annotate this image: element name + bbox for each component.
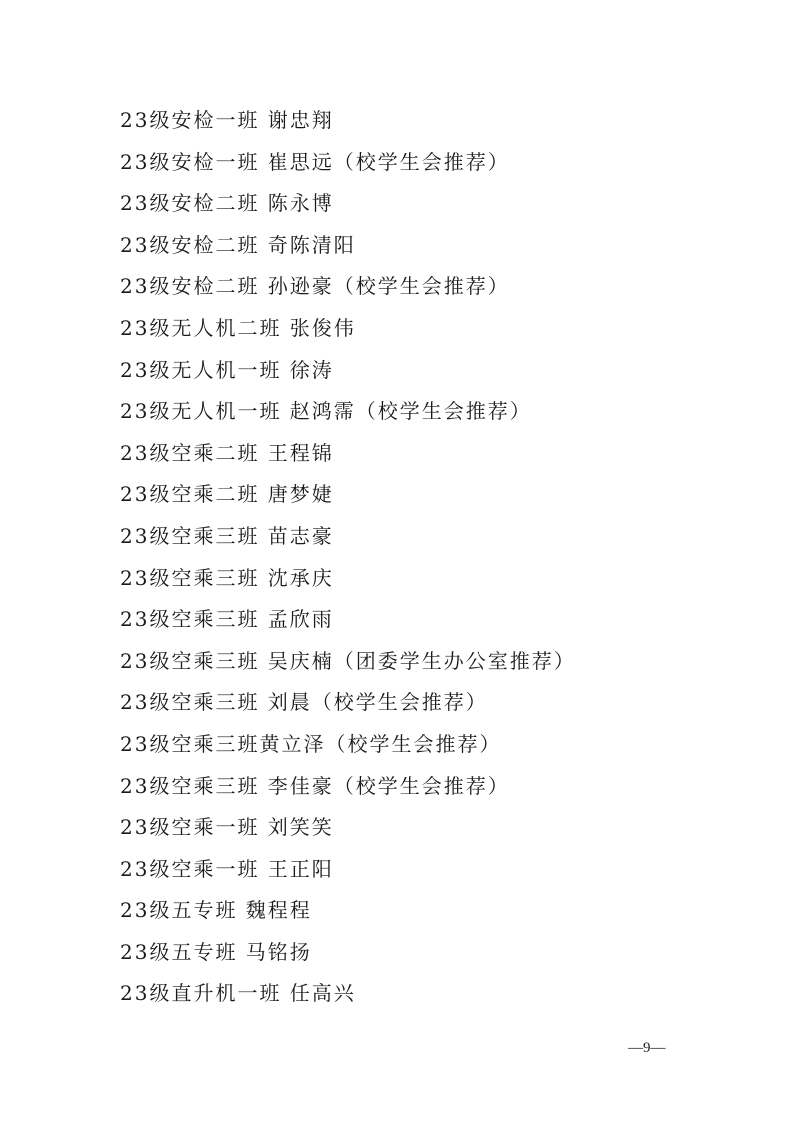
list-item: 23级空乘三班 孟欣雨 — [120, 607, 334, 632]
list-item: 23级空乘三班 苗志豪 — [120, 523, 334, 548]
list-item: 23级安检一班 谢忠翔 — [120, 108, 334, 132]
list-item: 23级安检一班 崔思远（校学生会推荐） — [120, 149, 510, 174]
list-item: 23级空乘三班 李佳豪（校学生会推荐） — [120, 773, 510, 798]
page-number: —9— — [628, 1040, 666, 1056]
list-item: 23级空乘二班 唐梦婕 — [120, 482, 334, 507]
list-item: 23级安检二班 孙逊豪（校学生会推荐） — [120, 274, 510, 299]
list-item: 23级五专班 马铭扬 — [120, 939, 312, 964]
list-item: 23级无人机二班 张俊伟 — [120, 315, 356, 340]
list-item: 23级空乘一班 刘笑笑 — [120, 815, 334, 840]
list-item: 23级空乘三班 吴庆楠（团委学生办公室推荐） — [120, 648, 576, 673]
list-item: 23级直升机一班 任高兴 — [120, 981, 356, 1006]
list-item: 23级无人机一班 徐涛 — [120, 357, 334, 382]
list-item: 23级空乘三班黄立泽（校学生会推荐） — [120, 731, 502, 756]
list-item: 23级安检二班 奇陈清阳 — [120, 232, 356, 257]
list-item: 23级无人机一班 赵鸿霈（校学生会推荐） — [120, 399, 532, 424]
list-item: 23级五专班 魏程程 — [120, 898, 312, 923]
name-list — [120, 100, 720, 1015]
list-item: 23级空乘三班 刘晨（校学生会推荐） — [120, 690, 488, 715]
list-item: 23级空乘三班 沈承庆 — [120, 565, 334, 590]
list-item: 23级空乘二班 王程锦 — [120, 440, 334, 465]
list-item: 23级安检二班 陈永博 — [120, 191, 334, 216]
list-item: 23级空乘一班 王正阳 — [120, 856, 334, 881]
